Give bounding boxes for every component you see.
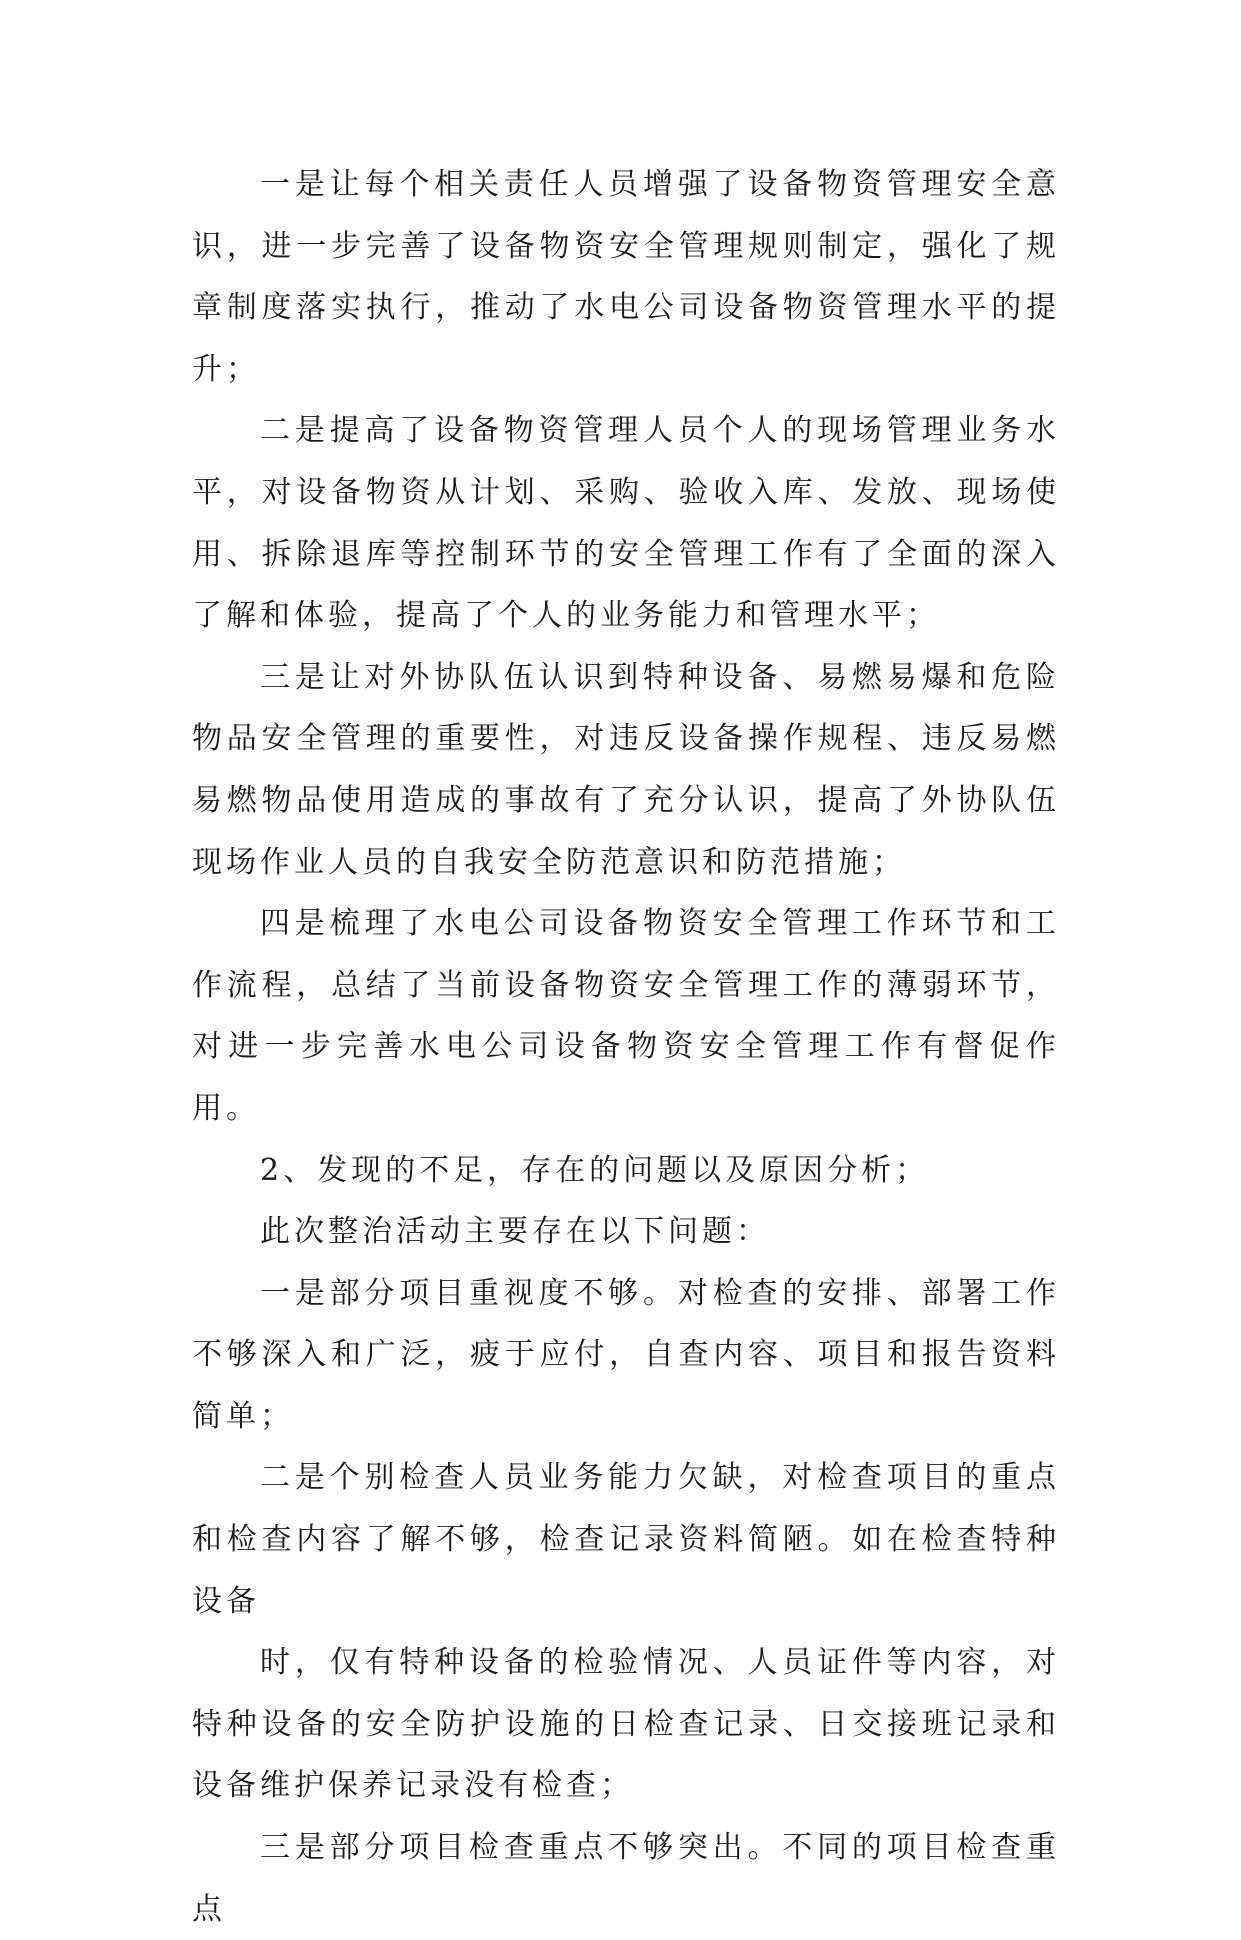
paragraph-5: 2、发现的不足，存在的问题以及原因分析； bbox=[260, 1152, 930, 1188]
paragraph-6: 此次整治活动主要存在以下问题： bbox=[260, 1214, 770, 1250]
paragraph-10: 三是部分项目检查重点不够突出。不同的项目检查重点 bbox=[192, 1830, 1060, 1927]
paragraph-1: 一是让每个相关责任人员增强了设备物资管理安全意识，进一步完善了设备物资安全管理规则制定，强化了规章制度落实执行，推动了水电公司设备物资管理水平的提升； bbox=[192, 167, 1060, 387]
paragraph-8: 二是个别检查人员业务能力欠缺，对检查项目的重点和检查内容了解不够，检查记录资料简陋。如在检查特种设备 bbox=[192, 1460, 1060, 1619]
paragraph-7: 一是部分项目重视度不够。对检查的安排、部署工作不够深入和广泛，疲于应付，自查内容、项目和报告资料简单； bbox=[192, 1275, 1060, 1434]
paragraph-4: 四是梳理了水电公司设备物资安全管理工作环节和工作流程，总结了当前设备物资安全管理工作的薄弱环节，对进一步完善水电公司设备物资安全管理工作有督促作用。 bbox=[192, 906, 1060, 1126]
paragraph-3: 三是让对外协队伍认识到特种设备、易燃易爆和危险物品安全管理的重要性，对违反设备操作规程、违反易燃易燃物品使用造成的事故有了充分认识，提高了外协队伍现场作业人员的自我安全防范意识和防范措施； bbox=[192, 659, 1060, 880]
paragraph-2: 二是提高了设备物资管理人员个人的现场管理业务水平，对设备物资从计划、采购、验收入库、发放、现场使用、拆除退库等控制环节的安全管理工作有了全面的深入了解和体验，提高了个人的业务能力和管理水平； bbox=[192, 413, 1060, 634]
paragraph-9: 时，仅有特种设备的检验情况、人员证件等内容，对特种设备的安全防护设施的日检查记录、日交接班记录和设备维护保养记录没有检查； bbox=[192, 1645, 1060, 1804]
document-body bbox=[192, 154, 1060, 1940]
